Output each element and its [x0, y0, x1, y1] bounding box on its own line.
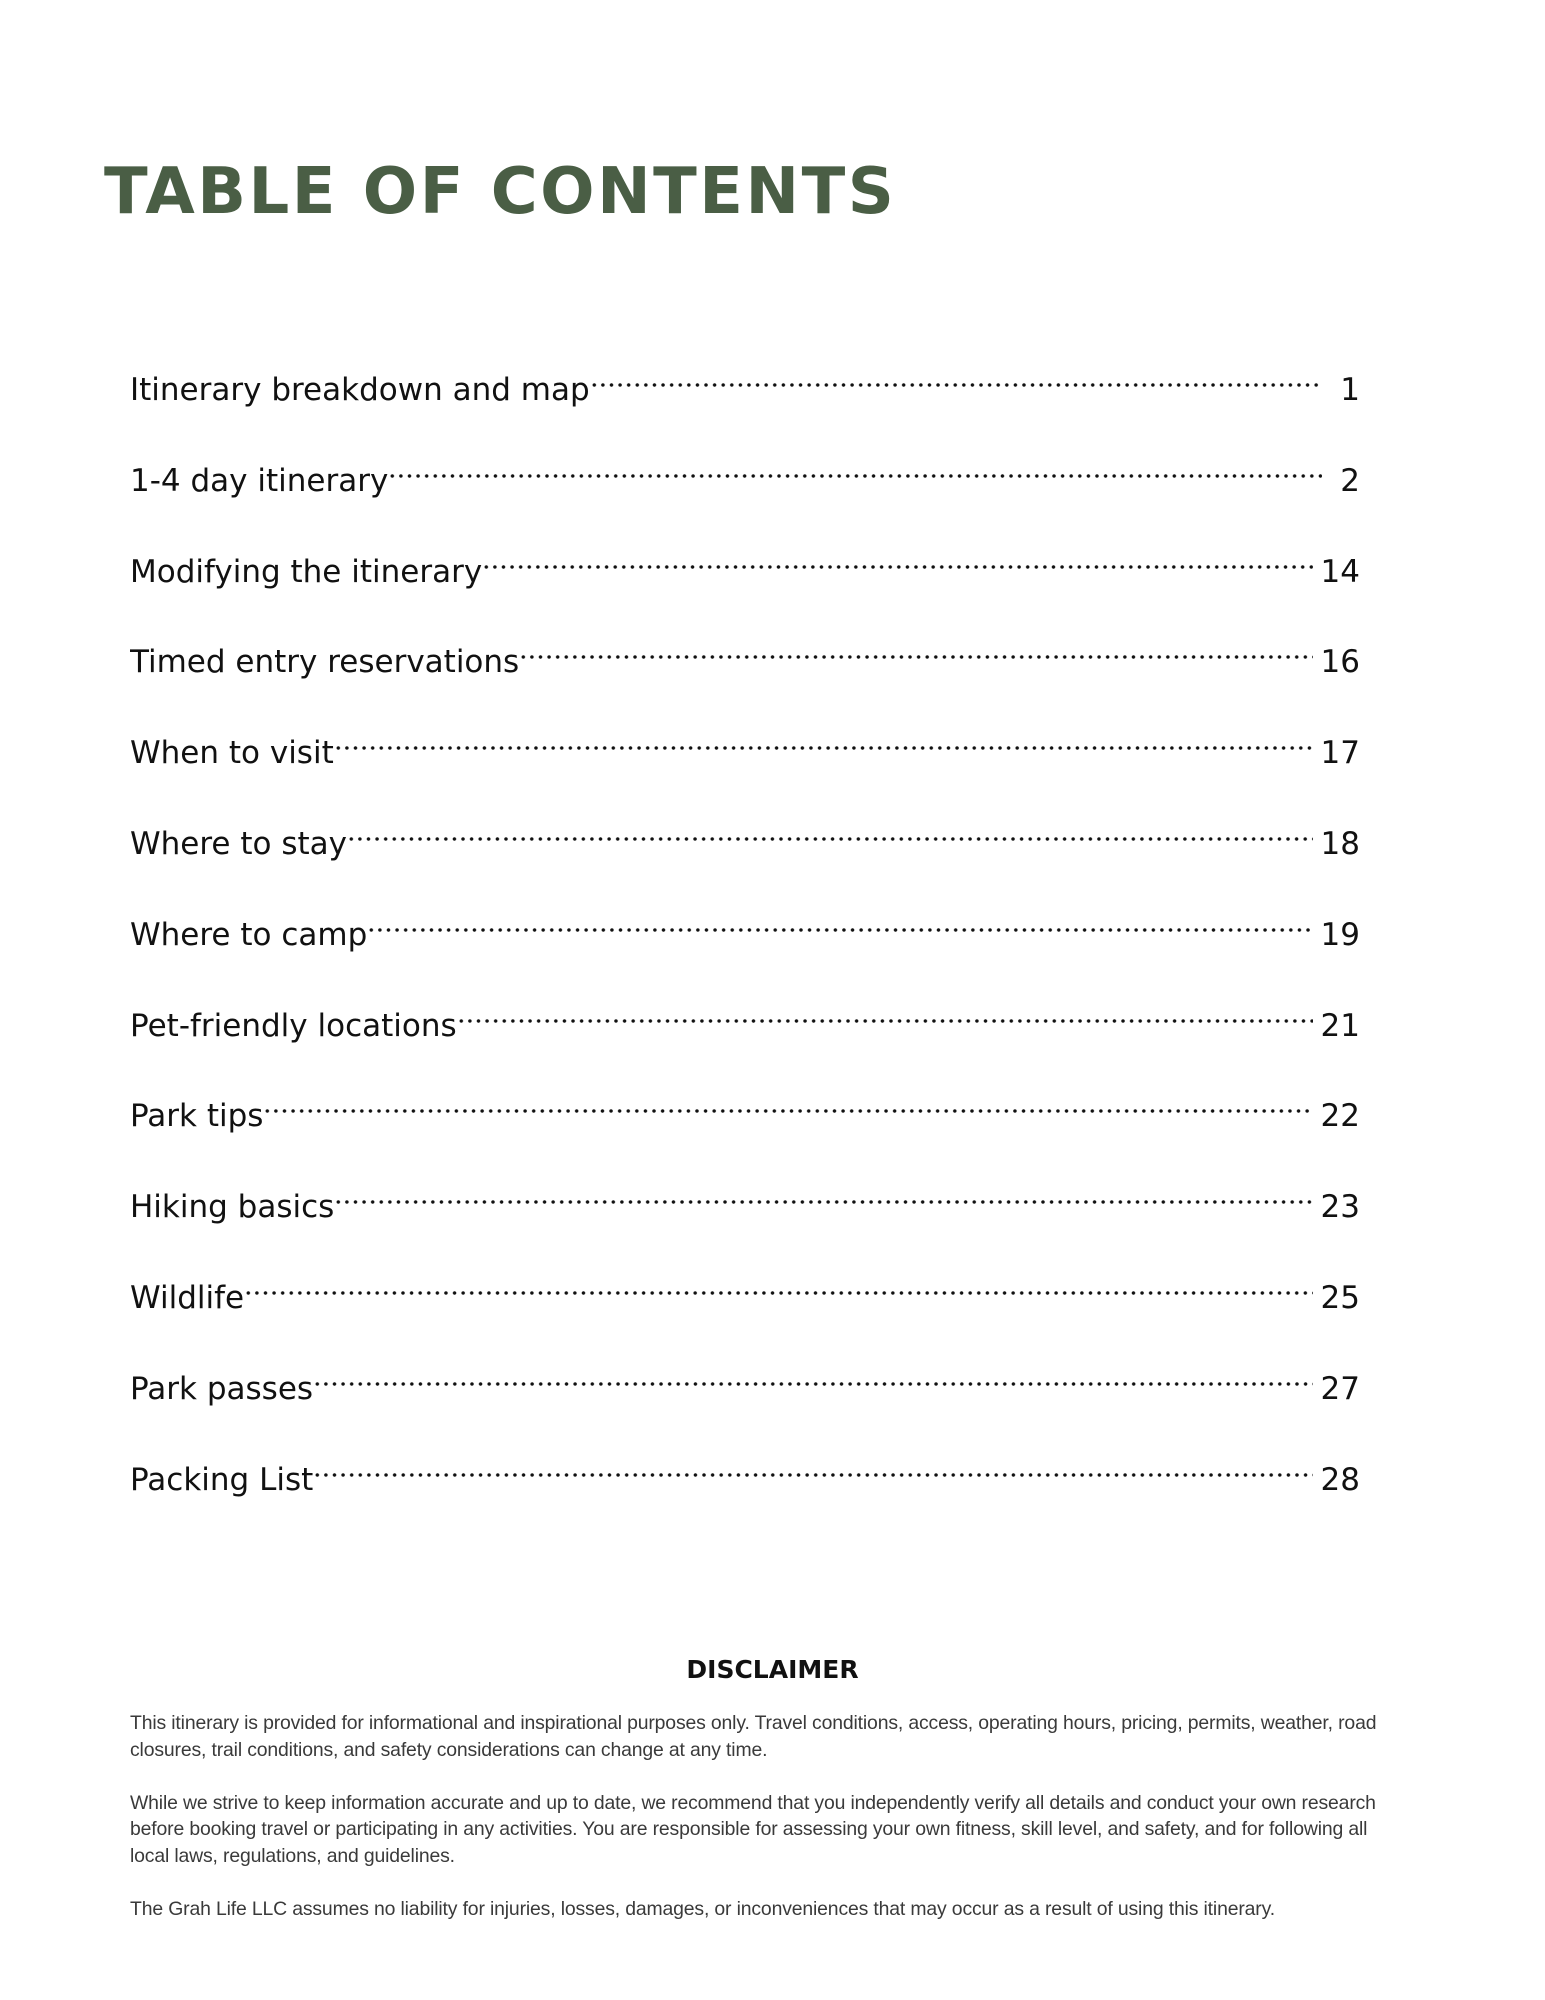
toc-item-itinerary-breakdown[interactable]	[130, 350, 1360, 441]
toc-item-page-number: 23	[1320, 1189, 1360, 1226]
toc-item-park-tips[interactable]	[130, 1076, 1360, 1167]
dot-leader	[334, 713, 1313, 763]
dot-leader	[457, 986, 1313, 1036]
dot-leader	[263, 1076, 1312, 1126]
disclaimer-paragraph: This itinerary is provided for informational and inspirational purposes only. Travel conditions, access, operating hours, pricing, permits, weather, road closures, trail conditions, and safety considerations can change at any time.	[130, 1712, 1377, 1761]
dot-leader	[313, 1349, 1312, 1399]
toc-item-label: Wildlife	[130, 1279, 245, 1316]
toc-item-1-4-day-itinerary[interactable]	[130, 441, 1360, 532]
toc-item-label: Packing List	[130, 1461, 314, 1498]
toc-item-label: Where to camp	[130, 916, 368, 953]
toc-item-packing-list[interactable]	[130, 1440, 1360, 1531]
table-of-contents	[130, 350, 1360, 1530]
toc-item-timed-entry-reservations[interactable]	[130, 622, 1360, 713]
toc-item-where-to-stay[interactable]	[130, 804, 1360, 895]
dot-leader	[590, 350, 1322, 400]
toc-item-label: Park passes	[130, 1370, 314, 1407]
toc-item-page-number: 27	[1320, 1370, 1360, 1407]
dot-leader	[313, 1440, 1312, 1490]
toc-item-page-number: 25	[1320, 1279, 1360, 1316]
disclaimer-body	[130, 1710, 1405, 1923]
disclaimer-section	[130, 1650, 1405, 1949]
toc-item-page-number: 28	[1320, 1461, 1360, 1498]
toc-item-page-number: 18	[1320, 825, 1360, 862]
toc-item-page-number: 1	[1340, 372, 1360, 408]
toc-item-label: Where to stay	[130, 825, 347, 862]
dot-leader	[519, 622, 1312, 672]
dot-leader	[388, 441, 1322, 491]
toc-item-page-number: 14	[1320, 553, 1360, 590]
toc-item-hiking-basics[interactable]	[130, 1167, 1360, 1258]
toc-item-modifying-itinerary[interactable]	[130, 532, 1360, 623]
toc-item-wildlife[interactable]	[130, 1258, 1360, 1349]
toc-item-label: Modifying the itinerary	[130, 553, 483, 590]
dot-leader	[347, 804, 1313, 854]
dot-leader	[334, 1167, 1312, 1217]
toc-item-page-number: 16	[1320, 644, 1360, 681]
page-title: TABLE OF CONTENTS	[104, 155, 897, 229]
dot-leader	[482, 532, 1312, 582]
toc-item-when-to-visit[interactable]	[130, 713, 1360, 804]
disclaimer-paragraph: The Grah Life LLC assumes no liability for injuries, losses, damages, or inconveniences that may occur as a result of using this itinerary.	[130, 1898, 1275, 1921]
dot-leader	[367, 895, 1312, 945]
toc-item-pet-friendly-locations[interactable]	[130, 986, 1360, 1077]
toc-item-page-number: 19	[1320, 916, 1360, 953]
toc-item-label: Timed entry reservations	[130, 644, 520, 681]
toc-item-page-number: 17	[1320, 735, 1360, 772]
toc-item-page-number: 2	[1340, 462, 1360, 499]
toc-item-label: Pet-friendly locations	[130, 1007, 457, 1044]
toc-item-label: Park tips	[130, 1098, 264, 1135]
toc-item-label: Itinerary breakdown and map	[130, 372, 590, 408]
toc-item-park-passes[interactable]	[130, 1349, 1360, 1440]
dot-leader	[244, 1258, 1312, 1308]
disclaimer-paragraph: While we strive to keep information accurate and up to date, we recommend that you independently verify all details and conduct your own research before booking travel or participating in any activities. You are responsible for assessing your own fitness, skill level, and safety, and for following all local laws, regulations, and guidelines.	[130, 1791, 1376, 1867]
disclaimer-heading: DISCLAIMER	[686, 1655, 859, 1684]
toc-item-page-number: 22	[1320, 1098, 1360, 1135]
toc-item-where-to-camp[interactable]	[130, 895, 1360, 986]
toc-item-label: When to visit	[130, 735, 334, 772]
toc-item-label: Hiking basics	[130, 1189, 335, 1226]
toc-item-label: 1-4 day itinerary	[130, 462, 389, 499]
toc-item-page-number: 21	[1320, 1007, 1360, 1044]
